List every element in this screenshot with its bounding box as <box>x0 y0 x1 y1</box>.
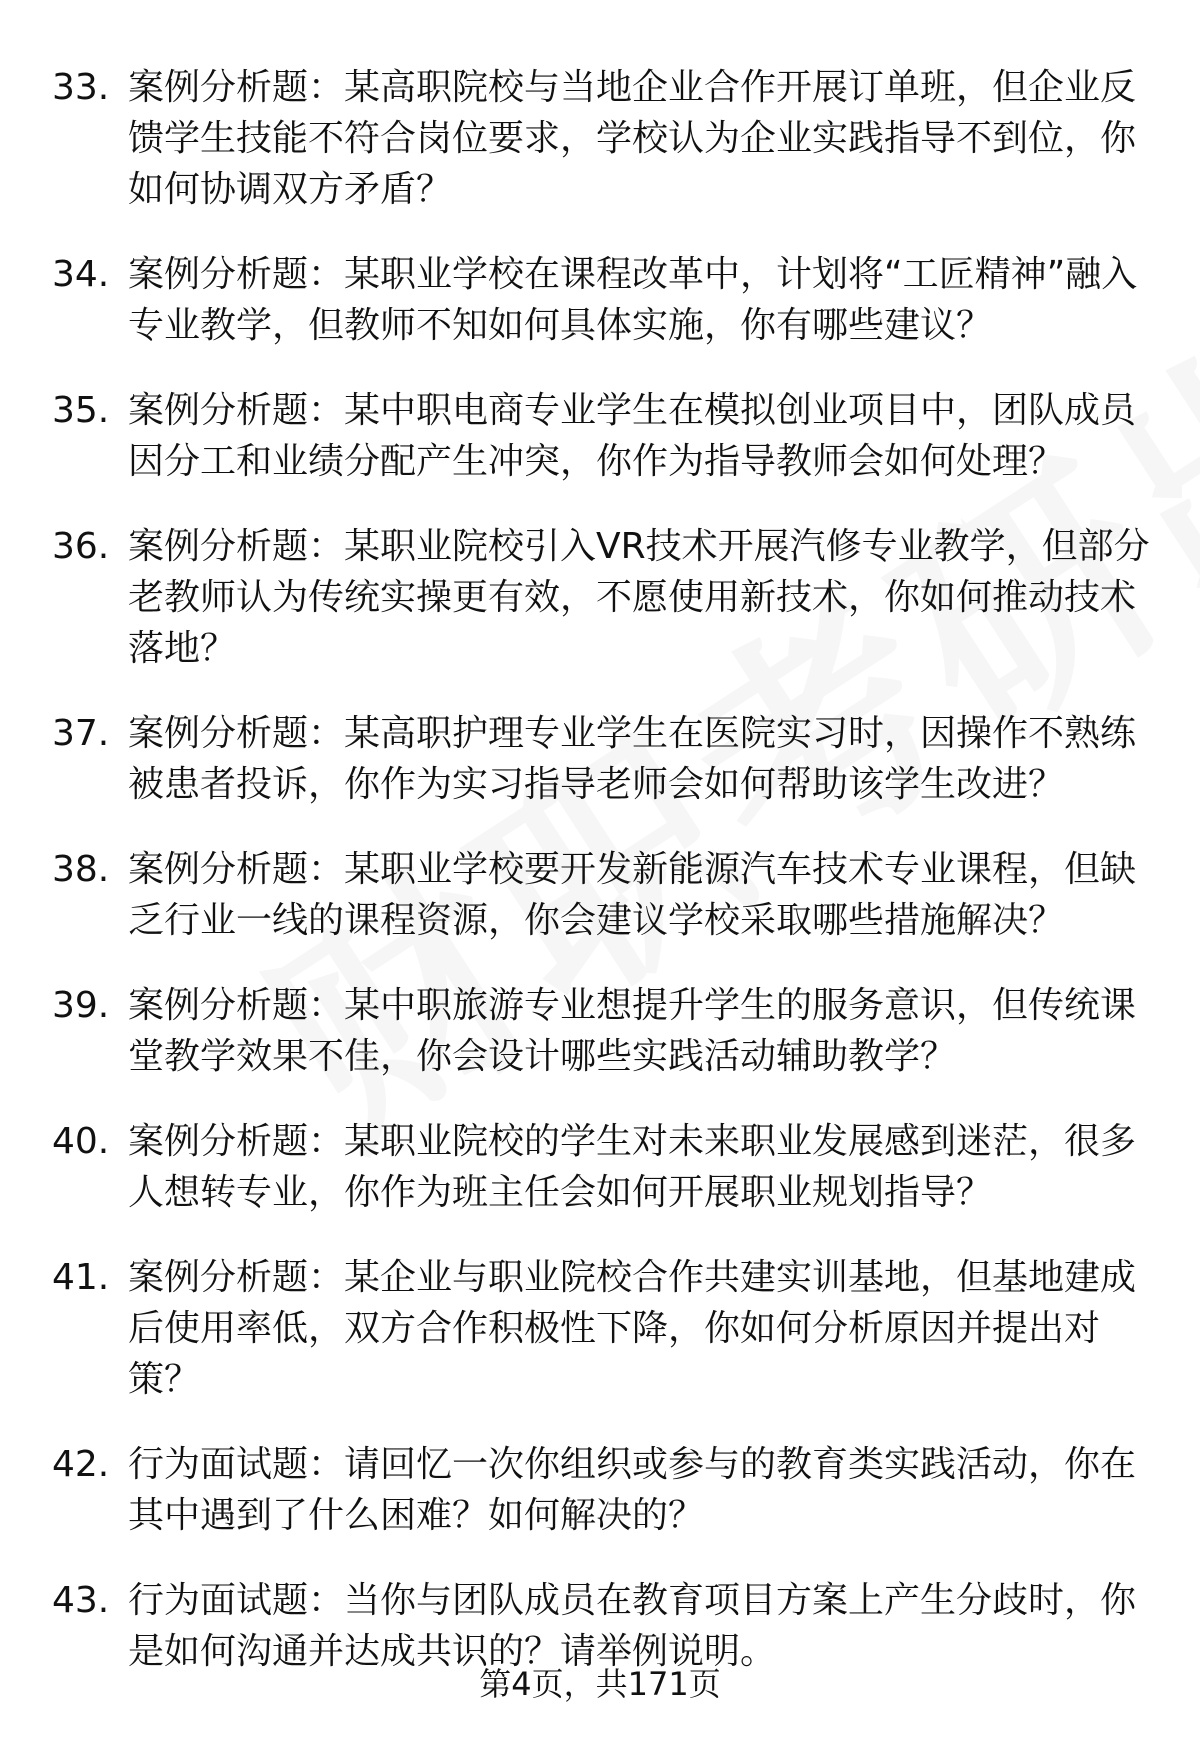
question-item <box>52 1116 1152 1218</box>
question-text: 行为面试题：当你与团队成员在教育项目方案上产生分歧时，你是如何沟通并达成共识的？请举例说明。 <box>128 1580 1137 1672</box>
question-number: 39. <box>52 985 110 1026</box>
question-item <box>52 708 1152 810</box>
question-text: 案例分析题：某高职院校与当地企业合作开展订单班，但企业反馈学生技能不符合岗位要求，学校认为企业实践指导不到位，你如何协调双方矛盾？ <box>128 67 1137 210</box>
question-item <box>52 249 1152 351</box>
question-text: 案例分析题：某职业学校在课程改革中，计划将“工匠精神”融入专业教学，但教师不知如何具体实施，你有哪些建议？ <box>128 254 1138 346</box>
question-text: 案例分析题：某职业院校引入VR技术开展汽修专业教学，但部分老教师认为传统实操更有效，不愿使用新技术，你如何推动技术落地？ <box>128 526 1150 669</box>
question-list <box>52 62 1152 1711</box>
question-number: 38. <box>52 849 110 890</box>
question-item <box>52 980 1152 1082</box>
question-number: 40. <box>52 1121 110 1162</box>
question-item <box>52 62 1152 215</box>
question-item <box>52 1252 1152 1405</box>
page-number-footer: 第4页，共171页 <box>479 1665 721 1703</box>
question-number: 43. <box>52 1580 110 1621</box>
question-text: 行为面试题：请回忆一次你组织或参与的教育类实践活动，你在其中遇到了什么困难？如何解决的？ <box>128 1444 1137 1536</box>
question-number: 36. <box>52 526 110 567</box>
question-text: 案例分析题：某企业与职业院校合作共建实训基地，但基地建成后使用率低，双方合作积极性下降，你如何分析原因并提出对策？ <box>128 1257 1137 1400</box>
question-text: 案例分析题：某职业学校要开发新能源汽车技术专业课程，但缺乏行业一线的课程资源，你会建议学校采取哪些措施解决？ <box>128 849 1137 941</box>
question-number: 41. <box>52 1257 110 1298</box>
question-number: 33. <box>52 67 110 108</box>
question-text: 案例分析题：某职业院校的学生对未来职业发展感到迷茫，很多人想转专业，你作为班主任会如何开展职业规划指导？ <box>128 1121 1137 1213</box>
question-item <box>52 1439 1152 1541</box>
question-item <box>52 521 1152 674</box>
question-number: 35. <box>52 390 110 431</box>
question-number: 42. <box>52 1444 110 1485</box>
question-number: 34. <box>52 254 110 295</box>
question-item <box>52 844 1152 946</box>
question-text: 案例分析题：某中职电商专业学生在模拟创业项目中，团队成员因分工和业绩分配产生冲突，你作为指导教师会如何处理？ <box>128 390 1137 482</box>
question-number: 37. <box>52 713 110 754</box>
question-text: 案例分析题：某高职护理专业学生在医院实习时，因操作不熟练被患者投诉，你作为实习指导老师会如何帮助该学生改进？ <box>128 713 1137 805</box>
question-text: 案例分析题：某中职旅游专业想提升学生的服务意识，但传统课堂教学效果不佳，你会设计哪些实践活动辅助教学？ <box>128 985 1137 1077</box>
question-item <box>52 385 1152 487</box>
